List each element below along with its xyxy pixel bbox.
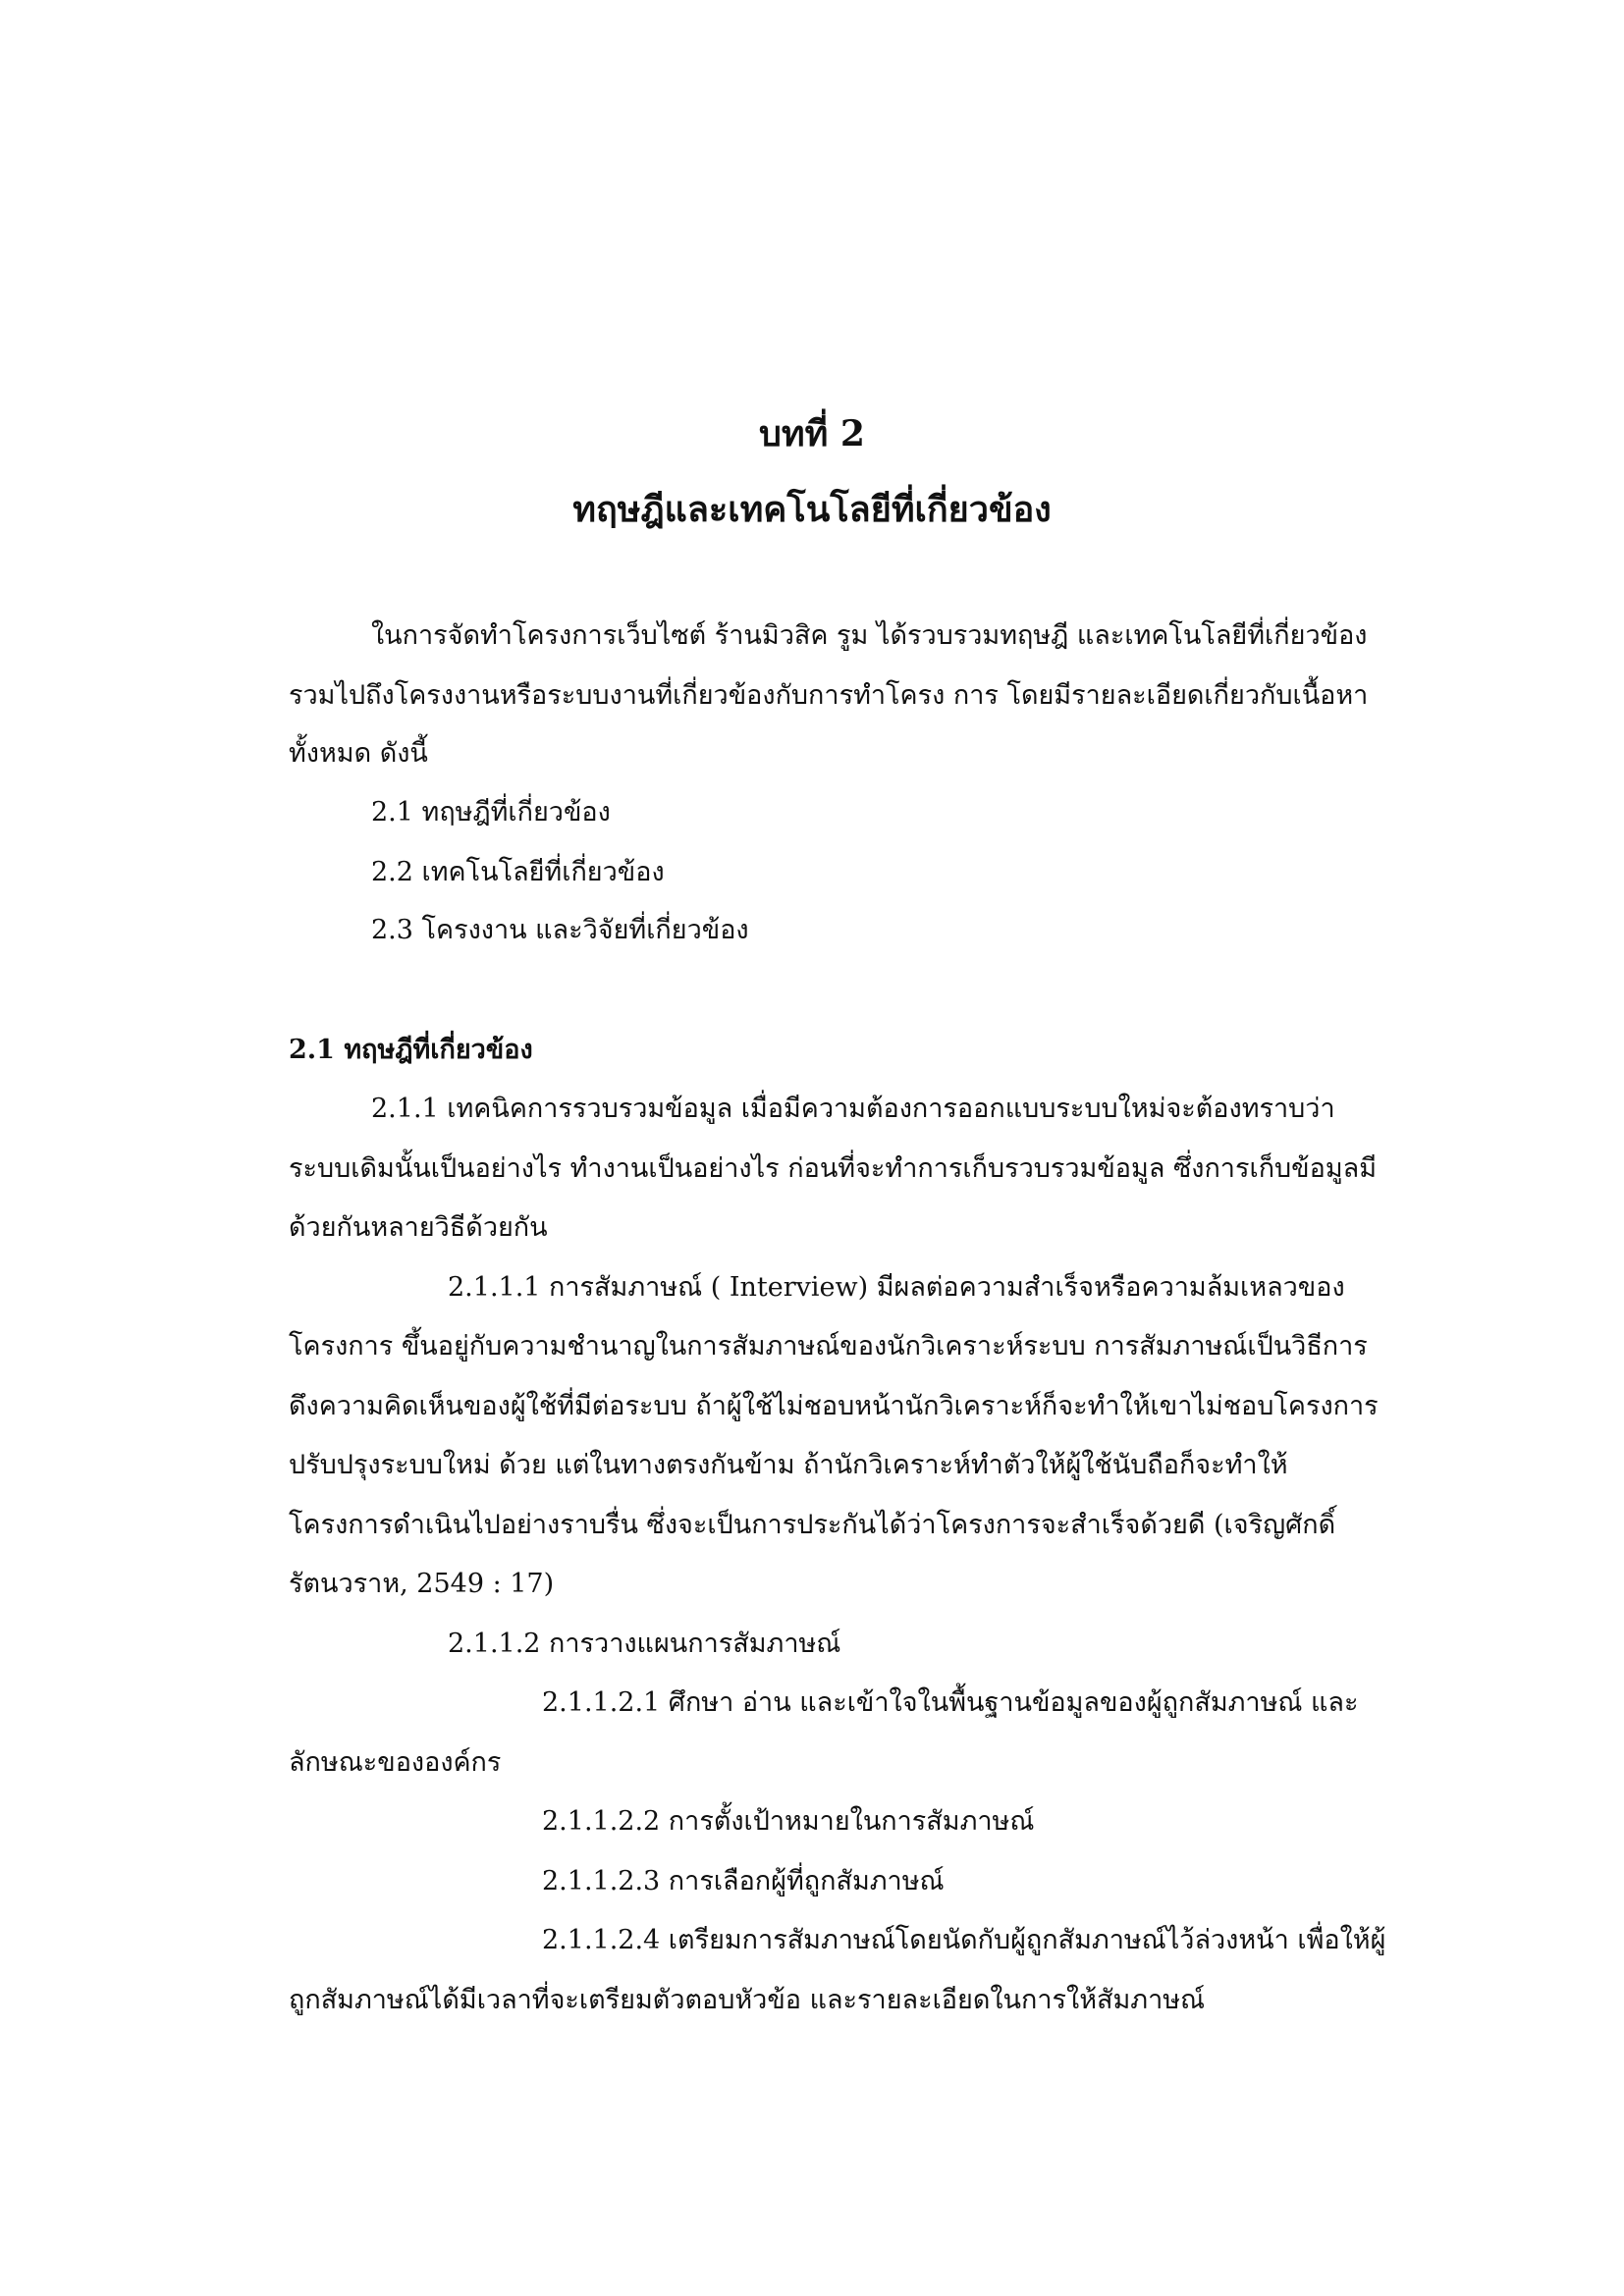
toc-item: 2.1 ทฤษฎีที่เกี่ยวข้อง <box>371 797 611 828</box>
chapter-title: ทฤษฎีและเทคโนโลยีที่เกี่ยวข้อง <box>572 489 1052 530</box>
list-item-continuation: ลักษณะขององค์กร <box>289 1747 502 1778</box>
intro-line-2: รวมไปถึงโครงงานหรือระบบงานที่เกี่ยวข้องกับการทำโครง การ โดยมีรายละเอียดเกี่ยวกับเนื้อหา <box>289 680 1369 711</box>
paragraph-line: โครงการ ขึ้นอยู่กับความชำนาญในการสัมภาษณ์ของนักวิเคราะห์ระบบ การสัมภาษณ์เป็นวิธีการ <box>289 1331 1368 1362</box>
list-item: 2.1.1.2.2 การตั้งเป้าหมายในการสัมภาษณ์ <box>542 1806 1035 1837</box>
paragraph-line: ระบบเดิมนั้นเป็นอย่างไร ทำงานเป็นอย่างไร ก่อนที่จะทำการเก็บรวบรวมข้อมูล ซึ่งการเก็บข้อมูลมี <box>289 1153 1377 1184</box>
paragraph-line: รัตนวราห, 2549 : 17) <box>289 1569 555 1599</box>
toc-item: 2.3 โครงงาน และวิจัยที่เกี่ยวข้อง <box>371 915 749 945</box>
paragraph-line: ดึงความคิดเห็นของผู้ใช้ที่มีต่อระบบ ถ้าผู้ใช้ไม่ชอบหน้านักวิเคราะห์ก็จะทำให้เขาไม่ชอบโครงการ <box>289 1391 1379 1421</box>
list-item: 2.1.1.2.1 ศึกษา อ่าน และเข้าใจในพื้นฐานข้อมูลของผู้ถูกสัมภาษณ์ และ <box>542 1687 1359 1718</box>
paragraph-line: ด้วยกันหลายวิธีด้วยกัน <box>289 1212 548 1243</box>
list-item: 2.1.1.2.3 การเลือกผู้ที่ถูกสัมภาษณ์ <box>542 1866 945 1896</box>
list-item: 2.1.1.2.4 เตรียมการสัมภาษณ์โดยนัดกับผู้ถูกสัมภาษณ์ไว้ล่วงหน้า เพื่อให้ผู้ <box>542 1925 1386 1955</box>
paragraph-line: ปรับปรุงระบบใหม่ ด้วย แต่ในทางตรงกันข้าม ถ้านักวิเคราะห์ทำตัวให้ผู้ใช้นับถือก็จะทำให้ <box>289 1450 1288 1480</box>
paragraph-line: 2.1.1 เทคนิคการรวบรวมข้อมูล เมื่อมีความต้องการออกแบบระบบใหม่จะต้องทราบว่า <box>371 1094 1335 1124</box>
subsection-heading: 2.1.1.2 การวางแผนการสัมภาษณ์ <box>448 1629 841 1659</box>
paragraph-line: โครงการดำเนินไปอย่างราบรื่น ซึ่งจะเป็นการประกันได้ว่าโครงการจะสำเร็จด้วยดี (เจริญศักดิ์ <box>289 1510 1336 1540</box>
toc-item: 2.2 เทคโนโลยีที่เกี่ยวข้อง <box>371 857 665 887</box>
list-item-continuation: ถูกสัมภาษณ์ได้มีเวลาที่จะเตรียมตัวตอบหัวข้อ และรายละเอียดในการให้สัมภาษณ์ <box>289 1985 1206 2015</box>
chapter-number: บทที่ 2 <box>759 413 865 454</box>
intro-line-1: ในการจัดทำโครงการเว็บไซต์ ร้านมิวสิค รูม ได้รวบรวมทฤษฎี และเทคโนโลยีที่เกี่ยวข้อง <box>371 620 1368 651</box>
intro-line-3: ทั้งหมด ดังนี้ <box>289 738 428 769</box>
paragraph-line: 2.1.1.1 การสัมภาษณ์ ( Interview) มีผลต่อความสำเร็จหรือความล้มเหลวของ <box>448 1272 1345 1303</box>
section-heading: 2.1 ทฤษฎีที่เกี่ยวข้อง <box>289 1035 533 1065</box>
